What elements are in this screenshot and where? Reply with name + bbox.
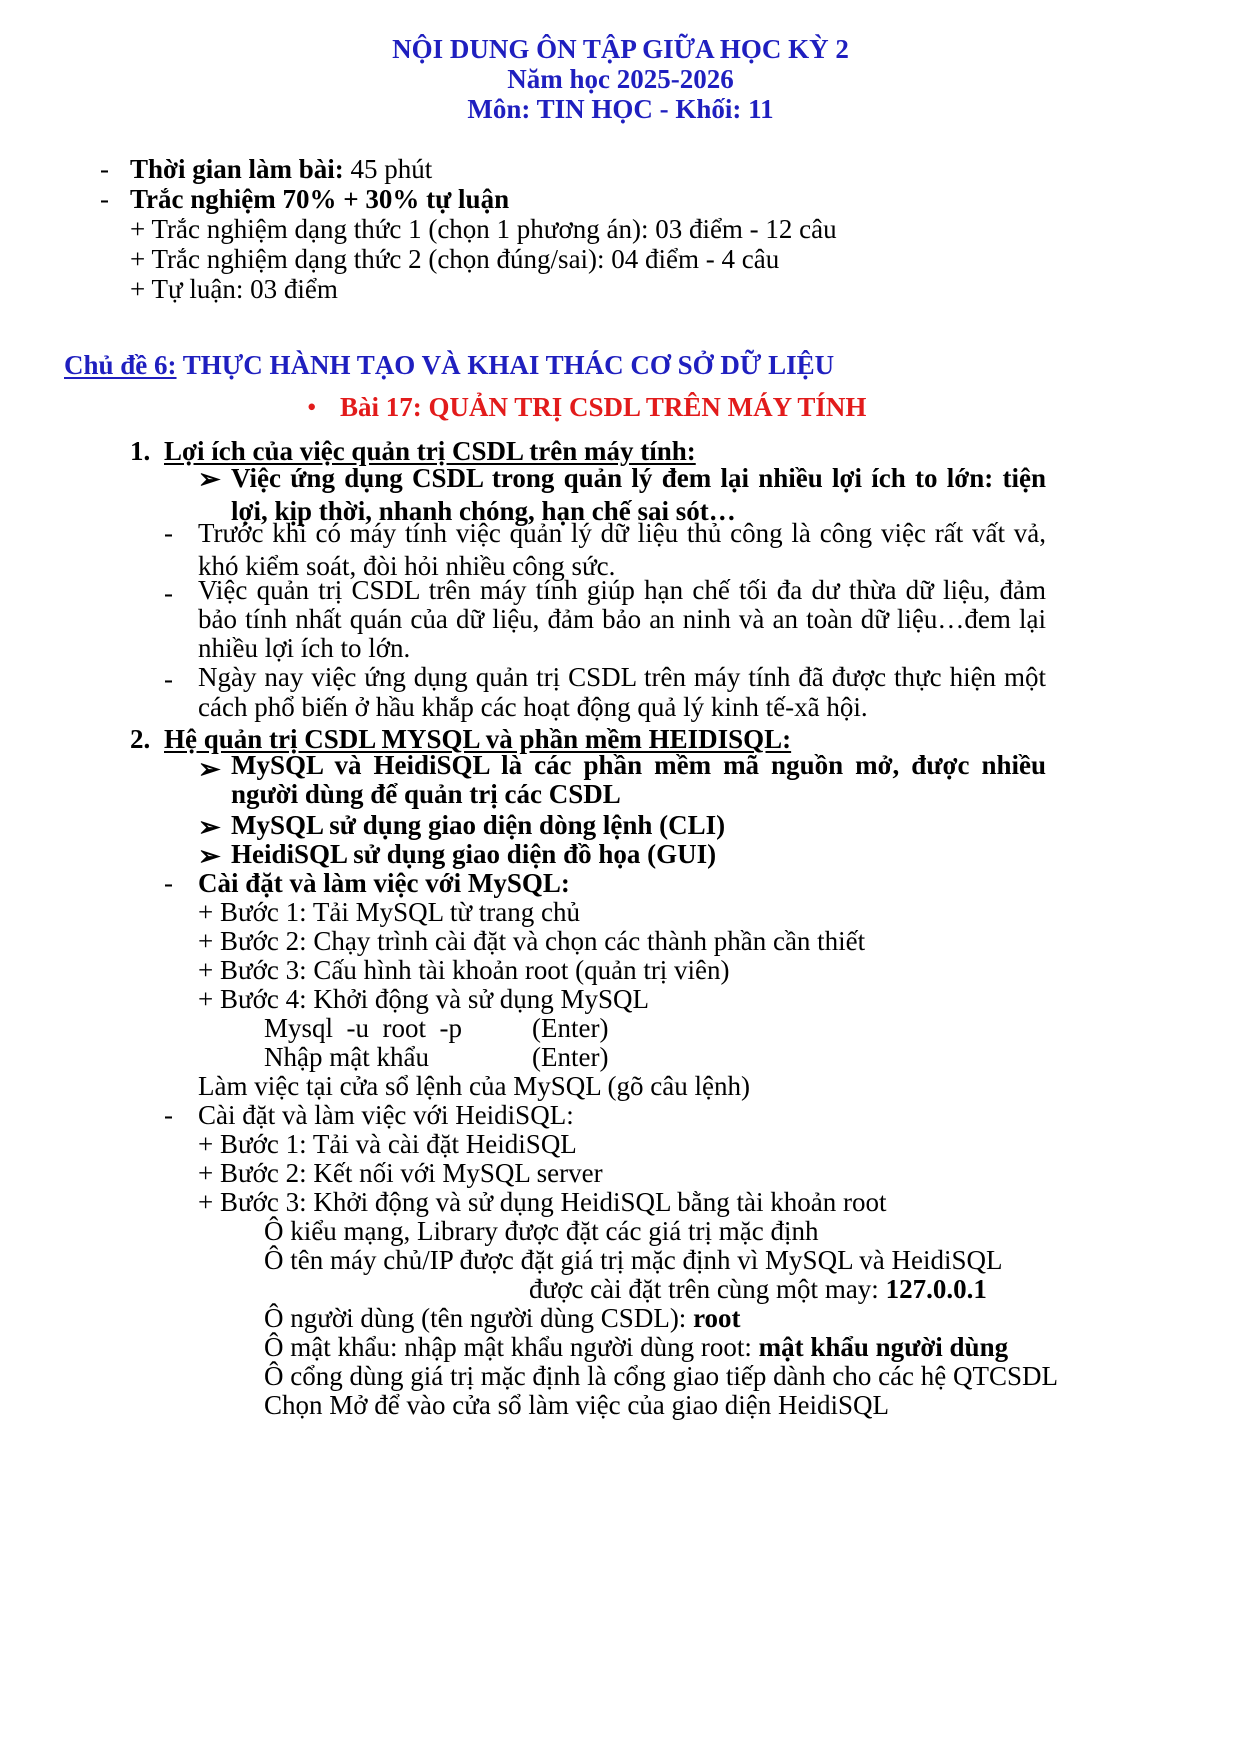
arrow-bullet-icon: ➢ <box>198 841 221 871</box>
heidisql-install-title: Cài đặt và làm việc với HeidiSQL: <box>198 1100 574 1130</box>
heidisql-line-2: Ô tên máy chủ/IP được đặt giá trị mặc định vì MySQL và HeidiSQL <box>264 1245 1003 1275</box>
exam-time <box>130 156 432 183</box>
mysql-command-key: (Enter) <box>532 1013 609 1043</box>
exam-sub-1: + Trắc nghiệm dạng thức 1 (chọn 1 phương án): 03 điểm - 12 câu <box>130 214 837 244</box>
dash-marker: - <box>164 664 173 694</box>
dash-marker: - <box>100 154 109 184</box>
topic-heading <box>64 352 834 379</box>
section-2-title: Hệ quản trị CSDL MYSQL và phần mềm HEIDISQL: <box>164 724 792 754</box>
exam-time-value: 45 phút <box>343 154 433 184</box>
mysql-command: Mysql -u root -p <box>264 1013 462 1043</box>
section-2-point-2: MySQL sử dụng giao diện dòng lệnh (CLI) <box>231 810 726 840</box>
mysql-password-prompt: Nhập mật khẩu <box>264 1042 429 1072</box>
section-1-para-3: Ngày nay việc ứng dụng quản trị CSDL trên máy tính đã được thực hiện một cách phổ biến ở hầu khắp các hoạt động quả lý kinh tế-xã hội. <box>198 662 1046 722</box>
root-user: root <box>693 1303 741 1333</box>
lesson-bullet: • <box>307 392 317 422</box>
section-1-para-2: Việc quản trị CSDL trên máy tính giúp hạn chế tối đa dư thừa dữ liệu, đảm bảo tính nhất quán của dữ liệu, đảm bảo an ninh và an toàn dữ liệu…đem lại nhiều lợi ích to lớn. <box>198 575 1046 663</box>
topic-title: THỰC HÀNH TẠO VÀ KHAI THÁC CƠ SỞ DỮ LIỆU <box>176 350 835 380</box>
heidisql-step-2: + Bước 2: Kết nối với MySQL server <box>198 1158 603 1188</box>
heidisql-step-3: + Bước 3: Khởi động và sử dụng HeidiSQL bằng tài khoản root <box>198 1187 887 1217</box>
heidisql-line-5-text: Ô mật khẩu: nhập mật khẩu người dùng root: <box>264 1332 759 1362</box>
arrow-bullet-icon: ➢ <box>198 754 221 784</box>
subject-grade: Môn: TIN HỌC - Khối: 11 <box>467 94 774 124</box>
heidisql-line-5 <box>264 1334 1008 1361</box>
mysql-step-3: + Bước 3: Cấu hình tài khoản root (quản trị viên) <box>198 955 730 985</box>
heidisql-line-4 <box>264 1305 741 1332</box>
heidisql-step-1: + Bước 1: Tải và cài đặt HeidiSQL <box>198 1129 577 1159</box>
mysql-step-2: + Bước 2: Chạy trình cài đặt và chọn các thành phần cần thiết <box>198 926 866 956</box>
heidisql-line-1: Ô kiểu mạng, Library được đặt các giá trị mặc định <box>264 1216 819 1246</box>
heidisql-line-6: Ô cổng dùng giá trị mặc định là cổng giao tiếp dành cho các hệ QTCSDL <box>264 1361 1059 1391</box>
dash-marker: - <box>164 578 173 608</box>
user-password: mật khẩu người dùng <box>758 1332 1009 1362</box>
dash-marker: - <box>164 868 173 898</box>
section-1-point: Việc ứng dụng CSDL trong quản lý đem lại nhiều lợi ích to lớn: tiện lợi, kịp thời, nhanh chóng, hạn chế sai sót… <box>231 463 1046 526</box>
exam-sub-3: + Tự luận: 03 điểm <box>130 274 338 304</box>
exam-format: Trắc nghiệm 70% + 30% tự luận <box>130 184 510 214</box>
mysql-work-note: Làm việc tại cửa sổ lệnh của MySQL (gõ câu lệnh) <box>198 1071 750 1101</box>
section-1-number: 1. <box>130 436 151 466</box>
arrow-bullet-icon: ➢ <box>198 812 221 842</box>
section-2-point-3: HeidiSQL sử dụng giao diện đồ họa (GUI) <box>231 839 717 869</box>
exam-time-label: Thời gian làm bài: <box>130 154 344 184</box>
heidisql-line-3 <box>529 1276 987 1303</box>
section-1-para-1: Trước khi có máy tính việc quản lý dữ liệu thủ công là công việc rất vất vả, khó kiểm soát, đòi hỏi nhiều công sức. <box>198 518 1046 581</box>
dash-marker: - <box>100 184 109 214</box>
mysql-step-4: + Bước 4: Khởi động và sử dụng MySQL <box>198 984 650 1014</box>
lesson-title: Bài 17: QUẢN TRỊ CSDL TRÊN MÁY TÍNH <box>340 392 867 422</box>
exam-sub-2: + Trắc nghiệm dạng thức 2 (chọn đúng/sai): 04 điểm - 4 câu <box>130 244 780 274</box>
heidisql-line-3-text: được cài đặt trên cùng một may: <box>529 1274 886 1304</box>
localhost-ip: 127.0.0.1 <box>885 1274 987 1304</box>
mysql-step-1: + Bước 1: Tải MySQL từ trang chủ <box>198 897 580 927</box>
dash-marker: - <box>164 518 173 548</box>
section-1-title: Lợi ích của việc quản trị CSDL trên máy tính: <box>164 436 696 466</box>
heidisql-line-7: Chọn Mở để vào cửa sổ làm việc của giao diện HeidiSQL <box>264 1390 890 1420</box>
mysql-password-key: (Enter) <box>532 1042 609 1072</box>
arrow-bullet-icon: ➢ <box>198 464 221 494</box>
topic-label: Chủ đề 6: <box>64 350 177 380</box>
school-year: Năm học 2025-2026 <box>507 64 734 94</box>
mysql-install-title: Cài đặt và làm việc với MySQL: <box>198 868 570 898</box>
section-2-point-1: MySQL và HeidiSQL là các phần mềm mã nguồn mở, được nhiều người dùng để quản trị các CSDL <box>231 750 1046 809</box>
section-2-number: 2. <box>130 724 151 754</box>
doc-title: NỘI DUNG ÔN TẬP GIỮA HỌC KỲ 2 <box>392 34 849 64</box>
heidisql-line-4-text: Ô người dùng (tên người dùng CSDL): <box>264 1303 694 1333</box>
dash-marker: - <box>164 1100 173 1130</box>
